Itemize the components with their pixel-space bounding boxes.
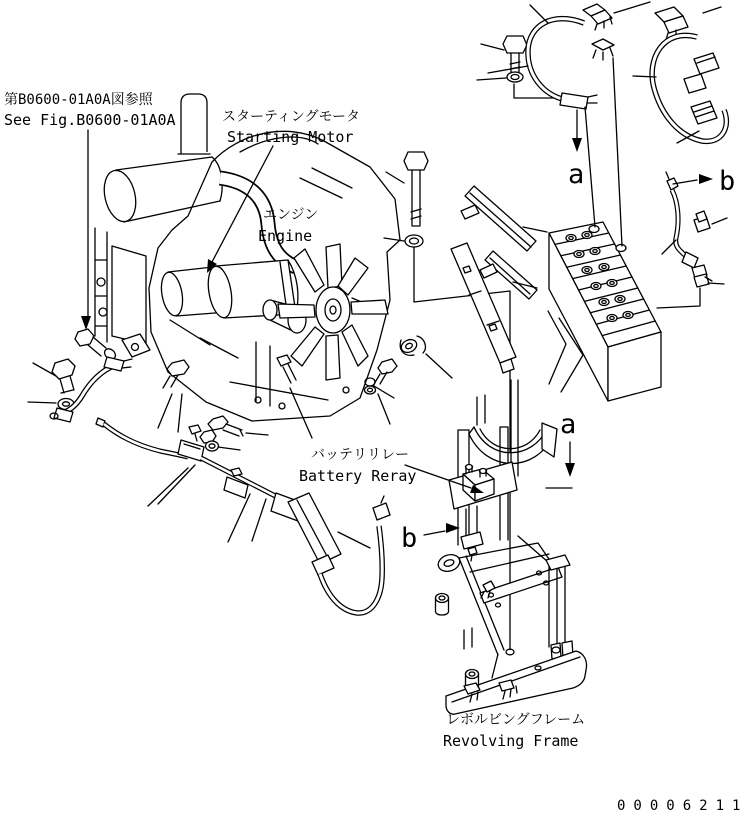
right-arrow-icon xyxy=(699,174,713,184)
bolt-head xyxy=(503,36,527,53)
oval-pad xyxy=(436,552,462,574)
down-arrow-icon xyxy=(81,316,91,330)
left-wire-group xyxy=(50,357,189,422)
marker-b-upper: b xyxy=(719,166,736,197)
holddown-bar xyxy=(485,251,537,299)
engine-label-jp: エンジン xyxy=(263,207,319,223)
battery-post xyxy=(616,245,626,252)
marker-a-upper: a xyxy=(568,159,585,190)
engine-left-bracket xyxy=(95,228,150,357)
washer xyxy=(507,72,523,82)
frame-deck xyxy=(459,536,551,678)
marker-b-lower: b xyxy=(401,523,418,554)
washer xyxy=(206,441,219,451)
battery-cable-group xyxy=(96,416,390,613)
connector xyxy=(684,74,706,93)
cable-boot xyxy=(288,493,341,564)
cable-terminal xyxy=(560,93,588,109)
spacer-bushing xyxy=(436,594,449,616)
engine-label-en: Engine xyxy=(258,227,313,245)
revolving-frame-label-jp: レボルビングフレーム xyxy=(446,712,586,728)
battery-post xyxy=(589,226,599,233)
washer xyxy=(405,235,423,247)
down-arrow-icon xyxy=(565,463,575,477)
battery xyxy=(548,222,661,401)
revolving-frame-label-en: Revolving Frame xyxy=(443,732,579,750)
cable-terminal xyxy=(373,503,390,520)
reference-note-en: See Fig.B0600-01A0A xyxy=(4,111,176,129)
reference-note-jp: 第B0600-01A0A図参照 xyxy=(4,92,153,108)
starting-motor-label-jp: スターティングモータ xyxy=(222,109,361,125)
marker-a-lower: a xyxy=(560,409,577,440)
washer xyxy=(365,386,376,394)
starting-motor-label-en: Starting Motor xyxy=(227,128,354,146)
frame-base xyxy=(446,651,587,714)
down-arrow-icon xyxy=(572,138,582,152)
connector xyxy=(691,101,717,124)
exhaust-stack xyxy=(178,94,210,154)
long-bolt-head xyxy=(404,152,428,170)
banjo-bolt xyxy=(75,329,94,346)
battery-cable-upper-group xyxy=(503,4,726,246)
drawing-number: 00006211 xyxy=(617,798,749,814)
mount-bracket-plate xyxy=(451,243,516,363)
relay-wire-group xyxy=(657,172,712,308)
bolt xyxy=(208,416,228,430)
battery-relay-label-jp: バッテリリレー xyxy=(311,447,409,463)
battery-relay-label-en: Battery Reray xyxy=(299,467,417,485)
connector xyxy=(694,53,719,74)
